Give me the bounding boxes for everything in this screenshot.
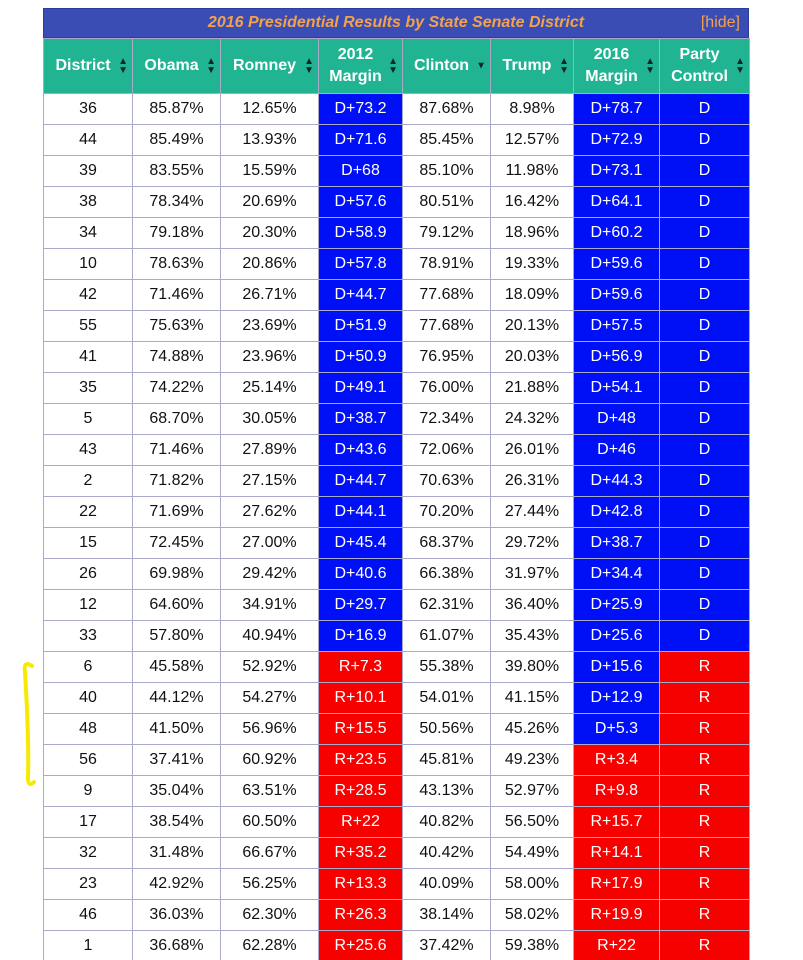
trump-cell: 39.80% [491,652,574,683]
sort-both-icon: ▲ ▼ [206,56,216,76]
margin-2012-cell: R+26.3 [319,900,403,931]
obama-cell: 85.87% [133,94,221,125]
district-cell: 9 [44,776,133,807]
table-row [44,559,750,590]
party-control-cell: D [660,497,750,528]
clinton-cell: 50.56% [403,714,491,745]
margin-2012-cell: D+68 [319,156,403,187]
table-row [44,931,750,960]
margin-2012-cell: D+43.6 [319,435,403,466]
margin-2016-cell: D+44.3 [574,466,660,497]
clinton-cell: 54.01% [403,683,491,714]
table-row [44,745,750,776]
table-row [44,497,750,528]
clinton-cell: 77.68% [403,280,491,311]
trump-cell: 26.31% [491,466,574,497]
romney-cell: 15.59% [221,156,319,187]
district-cell: 32 [44,838,133,869]
margin-2016-cell: D+54.1 [574,373,660,404]
obama-cell: 31.48% [133,838,221,869]
margin-2012-cell: D+44.1 [319,497,403,528]
sort-both-icon: ▲ ▼ [388,56,398,76]
clinton-cell: 61.07% [403,621,491,652]
table-body [44,94,750,960]
district-cell: 23 [44,869,133,900]
table-title: 2016 Presidential Results by State Senate District [207,14,585,31]
district-cell: 34 [44,218,133,249]
party-control-cell: R [660,652,750,683]
table-row [44,466,750,497]
clinton-cell: 68.37% [403,528,491,559]
romney-cell: 27.89% [221,435,319,466]
clinton-cell: 40.82% [403,807,491,838]
clinton-cell: 85.45% [403,125,491,156]
margin-2012-cell: R+28.5 [319,776,403,807]
trump-cell: 49.23% [491,745,574,776]
romney-cell: 30.05% [221,404,319,435]
margin-2012-cell: D+38.7 [319,404,403,435]
romney-cell: 52.92% [221,652,319,683]
obama-cell: 37.41% [133,745,221,776]
party-control-cell: D [660,311,750,342]
column-label: District [55,57,111,74]
column-header-2016-margin[interactable] [574,39,660,94]
romney-cell: 40.94% [221,621,319,652]
table-row [44,156,750,187]
romney-cell: 26.71% [221,280,319,311]
table-row [44,218,750,249]
trump-cell: 19.33% [491,249,574,280]
margin-2016-cell: D+73.1 [574,156,660,187]
margin-2016-cell: D+56.9 [574,342,660,373]
margin-2012-cell: D+44.7 [319,280,403,311]
column-header-trump[interactable] [491,39,574,94]
column-header-clinton[interactable] [403,39,491,94]
clinton-cell: 76.00% [403,373,491,404]
margin-2012-cell: D+45.4 [319,528,403,559]
clinton-cell: 66.38% [403,559,491,590]
clinton-cell: 80.51% [403,187,491,218]
romney-cell: 66.67% [221,838,319,869]
obama-cell: 74.88% [133,342,221,373]
district-cell: 43 [44,435,133,466]
margin-2012-cell: R+23.5 [319,745,403,776]
hide-link[interactable]: [hide] [700,14,740,31]
trump-cell: 58.02% [491,900,574,931]
clinton-cell: 76.95% [403,342,491,373]
romney-cell: 20.86% [221,249,319,280]
margin-2012-cell: D+29.7 [319,590,403,621]
margin-2012-cell: R+13.3 [319,869,403,900]
margin-2012-cell: D+58.9 [319,218,403,249]
district-cell: 40 [44,683,133,714]
margin-2016-cell: D+57.5 [574,311,660,342]
table-row [44,621,750,652]
table-row [44,187,750,218]
obama-cell: 57.80% [133,621,221,652]
margin-2016-cell: R+9.8 [574,776,660,807]
sort-both-icon: ▲ ▼ [645,56,655,76]
clinton-cell: 55.38% [403,652,491,683]
romney-cell: 63.51% [221,776,319,807]
district-cell: 17 [44,807,133,838]
clinton-cell: 70.63% [403,466,491,497]
margin-2012-cell: D+57.6 [319,187,403,218]
margin-2012-cell: D+71.6 [319,125,403,156]
margin-2016-cell: D+25.6 [574,621,660,652]
district-cell: 2 [44,466,133,497]
clinton-cell: 77.68% [403,311,491,342]
margin-2012-cell: D+73.2 [319,94,403,125]
party-control-cell: R [660,869,750,900]
table-row [44,94,750,125]
romney-cell: 29.42% [221,559,319,590]
clinton-cell: 79.12% [403,218,491,249]
district-cell: 55 [44,311,133,342]
trump-cell: 35.43% [491,621,574,652]
margin-2016-cell: R+15.7 [574,807,660,838]
trump-cell: 31.97% [491,559,574,590]
party-control-cell: D [660,218,750,249]
romney-cell: 54.27% [221,683,319,714]
party-control-cell: R [660,900,750,931]
trump-cell: 21.88% [491,373,574,404]
margin-2016-cell: D+38.7 [574,528,660,559]
margin-2016-cell: R+3.4 [574,745,660,776]
district-cell: 46 [44,900,133,931]
clinton-cell: 37.42% [403,931,491,960]
party-control-cell: R [660,776,750,807]
margin-2012-cell: D+40.6 [319,559,403,590]
romney-cell: 20.30% [221,218,319,249]
district-cell: 35 [44,373,133,404]
table-row [44,714,750,745]
margin-2016-cell: D+12.9 [574,683,660,714]
margin-2012-cell: R+35.2 [319,838,403,869]
party-control-cell: D [660,466,750,497]
margin-2016-cell: D+64.1 [574,187,660,218]
party-control-cell: D [660,156,750,187]
column-label: 2012 Margin [329,46,382,85]
district-cell: 42 [44,280,133,311]
district-cell: 26 [44,559,133,590]
margin-2016-cell: R+19.9 [574,900,660,931]
romney-cell: 23.69% [221,311,319,342]
clinton-cell: 40.42% [403,838,491,869]
results-table [43,38,750,960]
margin-2012-cell: R+10.1 [319,683,403,714]
obama-cell: 42.92% [133,869,221,900]
column-header-2012-margin[interactable] [319,39,403,94]
table-row [44,404,750,435]
trump-cell: 18.09% [491,280,574,311]
district-cell: 56 [44,745,133,776]
party-control-cell: R [660,838,750,869]
margin-2012-cell: D+49.1 [319,373,403,404]
romney-cell: 62.30% [221,900,319,931]
margin-2016-cell: R+14.1 [574,838,660,869]
margin-2016-cell: D+59.6 [574,280,660,311]
trump-cell: 58.00% [491,869,574,900]
district-cell: 1 [44,931,133,960]
obama-cell: 71.69% [133,497,221,528]
margin-2016-cell: D+25.9 [574,590,660,621]
column-label: Clinton [413,57,470,74]
party-control-cell: D [660,590,750,621]
column-label: Obama [144,57,199,74]
party-control-cell: D [660,125,750,156]
margin-2012-cell: R+25.6 [319,931,403,960]
district-cell: 12 [44,590,133,621]
trump-cell: 36.40% [491,590,574,621]
table-row [44,125,750,156]
romney-cell: 27.62% [221,497,319,528]
district-cell: 48 [44,714,133,745]
sort-both-icon: ▲ ▼ [304,56,314,76]
margin-2012-cell: D+44.7 [319,466,403,497]
table-row [44,373,750,404]
obama-cell: 79.18% [133,218,221,249]
obama-cell: 36.68% [133,931,221,960]
margin-2016-cell: D+42.8 [574,497,660,528]
romney-cell: 34.91% [221,590,319,621]
obama-cell: 36.03% [133,900,221,931]
obama-cell: 71.46% [133,435,221,466]
romney-cell: 56.25% [221,869,319,900]
romney-cell: 60.92% [221,745,319,776]
margin-2016-cell: D+78.7 [574,94,660,125]
obama-cell: 71.46% [133,280,221,311]
party-control-cell: D [660,280,750,311]
obama-cell: 78.34% [133,187,221,218]
party-control-cell: D [660,94,750,125]
clinton-cell: 72.34% [403,404,491,435]
results-table-container [43,8,749,960]
party-control-cell: D [660,528,750,559]
trump-cell: 26.01% [491,435,574,466]
table-row [44,838,750,869]
table-row [44,807,750,838]
table-row [44,435,750,466]
trump-cell: 20.03% [491,342,574,373]
sort-both-icon: ▲ ▼ [118,56,128,76]
trump-cell: 24.32% [491,404,574,435]
district-cell: 44 [44,125,133,156]
obama-cell: 75.63% [133,311,221,342]
column-label: Romney [232,57,297,74]
clinton-cell: 85.10% [403,156,491,187]
party-control-cell: D [660,373,750,404]
clinton-cell: 87.68% [403,94,491,125]
clinton-cell: 40.09% [403,869,491,900]
clinton-cell: 38.14% [403,900,491,931]
district-cell: 15 [44,528,133,559]
table-row [44,590,750,621]
column-label: 2016 Margin [585,46,638,85]
trump-cell: 8.98% [491,94,574,125]
table-row [44,683,750,714]
district-cell: 38 [44,187,133,218]
obama-cell: 71.82% [133,466,221,497]
trump-cell: 27.44% [491,497,574,528]
obama-cell: 78.63% [133,249,221,280]
sort-both-icon: ▲ ▼ [559,56,569,76]
district-cell: 10 [44,249,133,280]
romney-cell: 20.69% [221,187,319,218]
obama-cell: 74.22% [133,373,221,404]
margin-2016-cell: D+34.4 [574,559,660,590]
party-control-cell: R [660,714,750,745]
header-row [44,39,750,94]
trump-cell: 56.50% [491,807,574,838]
trump-cell: 29.72% [491,528,574,559]
table-row [44,528,750,559]
trump-cell: 52.97% [491,776,574,807]
romney-cell: 60.50% [221,807,319,838]
column-header-party-control[interactable] [660,39,750,94]
romney-cell: 12.65% [221,94,319,125]
trump-cell: 18.96% [491,218,574,249]
trump-cell: 41.15% [491,683,574,714]
obama-cell: 41.50% [133,714,221,745]
margin-2012-cell: D+16.9 [319,621,403,652]
trump-cell: 54.49% [491,838,574,869]
margin-2012-cell: D+51.9 [319,311,403,342]
clinton-cell: 70.20% [403,497,491,528]
district-cell: 41 [44,342,133,373]
party-control-cell: D [660,249,750,280]
column-label: Trump [502,57,552,74]
clinton-cell: 45.81% [403,745,491,776]
romney-cell: 56.96% [221,714,319,745]
party-control-cell: D [660,404,750,435]
column-header-district[interactable] [44,39,133,94]
district-cell: 39 [44,156,133,187]
district-cell: 22 [44,497,133,528]
margin-2016-cell: D+46 [574,435,660,466]
table-row [44,652,750,683]
margin-2016-cell: R+17.9 [574,869,660,900]
party-control-cell: R [660,807,750,838]
table-row [44,311,750,342]
district-cell: 5 [44,404,133,435]
party-control-cell: R [660,683,750,714]
margin-2012-cell: R+7.3 [319,652,403,683]
party-control-cell: R [660,745,750,776]
margin-2016-cell: D+5.3 [574,714,660,745]
district-cell: 36 [44,94,133,125]
table-row [44,900,750,931]
obama-cell: 72.45% [133,528,221,559]
trump-cell: 59.38% [491,931,574,960]
trump-cell: 12.57% [491,125,574,156]
obama-cell: 35.04% [133,776,221,807]
margin-2016-cell: D+48 [574,404,660,435]
sort-both-icon: ▲ ▼ [735,56,745,76]
party-control-cell: D [660,342,750,373]
margin-2016-cell: D+59.6 [574,249,660,280]
party-control-cell: D [660,435,750,466]
margin-2016-cell: D+72.9 [574,125,660,156]
obama-cell: 68.70% [133,404,221,435]
romney-cell: 27.15% [221,466,319,497]
obama-cell: 44.12% [133,683,221,714]
obama-cell: 83.55% [133,156,221,187]
column-label: Party Control [671,46,728,85]
district-cell: 6 [44,652,133,683]
trump-cell: 45.26% [491,714,574,745]
romney-cell: 13.93% [221,125,319,156]
district-cell: 33 [44,621,133,652]
margin-2016-cell: D+60.2 [574,218,660,249]
trump-cell: 20.13% [491,311,574,342]
party-control-cell: D [660,187,750,218]
table-row [44,869,750,900]
obama-cell: 38.54% [133,807,221,838]
party-control-cell: D [660,621,750,652]
romney-cell: 25.14% [221,373,319,404]
romney-cell: 23.96% [221,342,319,373]
trump-cell: 16.42% [491,187,574,218]
party-control-cell: R [660,931,750,960]
trump-cell: 11.98% [491,156,574,187]
table-row [44,280,750,311]
clinton-cell: 78.91% [403,249,491,280]
margin-2012-cell: D+57.8 [319,249,403,280]
obama-cell: 64.60% [133,590,221,621]
romney-cell: 62.28% [221,931,319,960]
margin-2016-cell: R+22 [574,931,660,960]
romney-cell: 27.00% [221,528,319,559]
obama-cell: 45.58% [133,652,221,683]
table-row [44,249,750,280]
clinton-cell: 62.31% [403,590,491,621]
table-row [44,342,750,373]
sort-down-icon: ▼ [476,60,486,72]
margin-2016-cell: D+15.6 [574,652,660,683]
column-header-romney[interactable] [221,39,319,94]
table-row [44,776,750,807]
table-title-bar [43,8,749,38]
margin-2012-cell: D+50.9 [319,342,403,373]
clinton-cell: 72.06% [403,435,491,466]
party-control-cell: D [660,559,750,590]
obama-cell: 85.49% [133,125,221,156]
column-header-obama[interactable] [133,39,221,94]
margin-2012-cell: R+22 [319,807,403,838]
margin-2012-cell: R+15.5 [319,714,403,745]
obama-cell: 69.98% [133,559,221,590]
clinton-cell: 43.13% [403,776,491,807]
